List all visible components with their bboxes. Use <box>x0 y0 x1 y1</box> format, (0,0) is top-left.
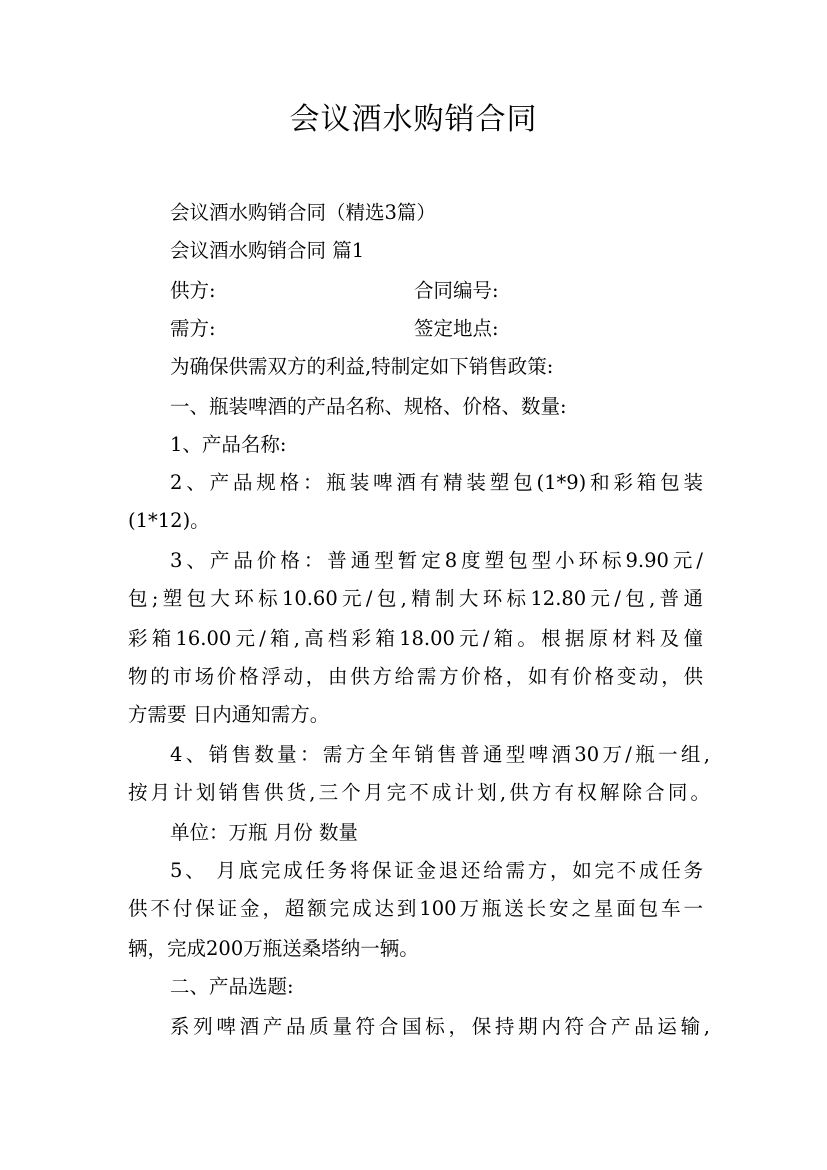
item2-line2: (1*12)。 <box>128 509 210 532</box>
part-heading: 会议酒水购销合同 篇1 <box>170 239 365 262</box>
supplier-label: 供方: <box>170 279 216 302</box>
buyer-label: 需方: <box>170 317 216 340</box>
item5-line3: 辆，完成200万瓶送桑塔纳一辆。 <box>128 937 419 960</box>
document-subtitle: 会议酒水购销合同（精选3篇） <box>170 201 436 224</box>
buyer-row <box>170 314 750 344</box>
document-title: 会议酒水购销合同 <box>289 102 538 137</box>
item1-text: 1、产品名称: <box>170 433 287 456</box>
item3-line3: 彩箱16.00元/箱,高档彩箱18.00元/箱。根据原材料及僮 <box>128 627 703 650</box>
section2-heading: 二、产品选题: <box>170 975 294 998</box>
item3-line5: 方需要 日内通知需方。 <box>128 703 330 726</box>
supplier-row <box>170 276 750 306</box>
section1-heading: 一、瓶装啤酒的产品名称、规格、价格、数量: <box>170 395 567 418</box>
unit-line: 单位：万瓶 月份 数量 <box>170 821 358 844</box>
section2-line1: 系列啤酒产品质量符合国标，保持期内符合产品运输, <box>170 1015 710 1038</box>
sign-place-label: 签定地点: <box>414 317 499 340</box>
item3-line4: 物的市场价格浮动，由供方给需方价格，如有价格变动，供 <box>128 665 703 688</box>
item2-line1: 2、产品规格：瓶装啤酒有精装塑包(1*9)和彩箱包装 <box>170 471 703 494</box>
item5-line1: 5、 月底完成任务将保证金退还给需方，如完不成任务 <box>170 859 703 882</box>
item5-line2: 供不付保证金，超额完成达到100万瓶送长安之星面包车一 <box>128 897 703 920</box>
intro-text: 为确保供需双方的利益,特制定如下销售政策: <box>170 355 554 378</box>
item4-line1: 4、销售数量：需方全年销售普通型啤酒30万/瓶一组, <box>170 743 710 766</box>
item4-line2: 按月计划销售供货,三个月完不成计划,供方有权解除合同。 <box>128 781 710 804</box>
contract-no-label: 合同编号: <box>414 279 499 302</box>
item3-line2: 包;塑包大环标10.60元/包,精制大环标12.80元/包,普通 <box>128 587 703 610</box>
item3-line1: 3、产品价格：普通型暂定8度塑包型小环标9.90元/ <box>170 549 703 572</box>
